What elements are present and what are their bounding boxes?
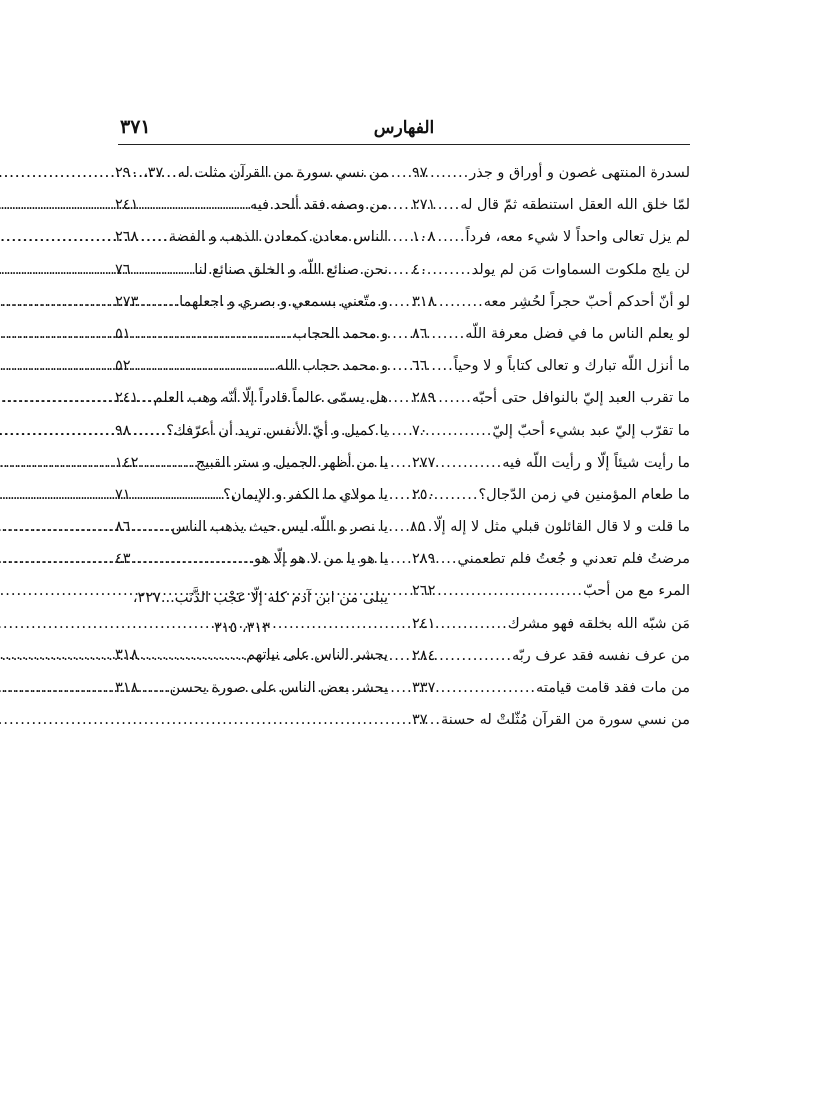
index-entry: [115, 680, 388, 712]
entry-page-ref: ٢٢٧،: [132, 590, 161, 607]
entry-page-ref: ٢٧١: [412, 197, 436, 214]
page-title: الفهارس: [373, 118, 435, 138]
leader-dots: [165, 165, 177, 181]
entry-text: الناس معادن كمعادن الذهب و الفضة: [168, 229, 388, 246]
entry-text: يبلى من ابن آدم كله إلّا عَجْب الذَّنَب: [174, 590, 388, 607]
leader-dots: [140, 680, 169, 696]
index-entry: [412, 648, 690, 680]
entry-text: لو يعلم الناس ما في فضل معرفة اللّه: [465, 325, 690, 342]
leader-dots: [430, 712, 441, 728]
index-entry: [115, 229, 388, 261]
leader-dots: [140, 294, 179, 310]
leader-dots: [437, 680, 536, 696]
index-entry: [412, 165, 690, 197]
header-divider: [118, 144, 690, 145]
index-entry: [412, 423, 690, 455]
entry-text: يا من أظهر الجميل و ستر القبيح: [195, 454, 388, 471]
entry-text: ما تقرّب إليّ عبد بشيء أحبّ إليّ: [492, 422, 690, 439]
entry-page-ref: ٨٦: [115, 519, 131, 536]
entry-page-ref: ٧٠: [412, 422, 428, 439]
entry-page-ref: ٢٧٧: [412, 454, 436, 471]
entry-text: من عرف نفسه فقد عرف ربّه: [512, 647, 690, 664]
leader-dots: [133, 519, 172, 535]
index-entry: [115, 262, 388, 294]
index-entry: [412, 294, 690, 326]
entry-page-ref: ٢٦٨: [115, 229, 139, 246]
index-entry: [412, 551, 690, 583]
index-entry: [412, 326, 690, 358]
entry-text: من وصفه فقد ألحد فيه: [249, 197, 388, 214]
entry-page-ref: ٣١٨: [412, 293, 436, 310]
leader-dots: [140, 647, 246, 663]
index-entry: [115, 519, 388, 551]
entry-page-ref: ٣١٨: [115, 647, 139, 664]
entry-text: ما رأيت شيئاً إلّا و رأيت اللّه فيه: [502, 454, 690, 471]
entry-page-continuation: ٣١٣، ٣١٥: [213, 620, 270, 637]
entry-text: ما تقرب العبد إليّ بالنوافل حتى أحبّه: [471, 390, 690, 407]
index-entry: [115, 197, 388, 229]
index-column-left: [115, 165, 388, 712]
leader-dots: [140, 197, 250, 213]
index-entry: [412, 197, 690, 229]
index-entry: [115, 358, 388, 390]
index-entry: [412, 262, 690, 294]
page-header: [118, 116, 690, 144]
entry-page-ref: ٥٢: [115, 358, 131, 375]
index-entry: [409, 519, 690, 551]
leader-dots: [437, 455, 502, 471]
entry-text: لمّا خلق الله العقل استنطقه ثمّ قال له: [460, 197, 690, 214]
entry-page-ref: ٨٦: [412, 325, 428, 342]
entry-text: من مات فقد قامت قيامته: [536, 680, 690, 696]
entry-page-ref: ١٠٨: [412, 229, 436, 246]
entry-page-ref: ٤٣: [115, 551, 131, 568]
leader-dots: [437, 648, 512, 664]
leader-dots: [430, 262, 472, 278]
index-entry: [115, 390, 388, 422]
leader-dots: [437, 583, 583, 599]
entry-page-ref: ٢٤١: [115, 197, 139, 214]
leader-dots: [140, 229, 168, 245]
leader-dots: [437, 197, 460, 213]
entry-page-ref: ٣٧: [412, 712, 428, 729]
entry-text: هل يسمّى عالماً قادراً إلّا أنّه وهب العلم: [153, 390, 388, 407]
entry-page-ref: ٧١: [115, 486, 131, 503]
index-entry: [115, 294, 388, 326]
index-column-right: [409, 165, 690, 744]
entry-text: يا نصر و اللّه ليس حيث يذهب الناس: [171, 519, 388, 536]
entry-text: يحشر بعض الناس على صورة يحسن: [169, 679, 388, 696]
entry-text: لم يزل تعالى واحداً لا شيء معه، فرداً: [465, 229, 690, 246]
entry-text: من نسي سورة من القرآن مثلت له: [177, 165, 388, 181]
entry-page-ref: ١٤٢: [115, 454, 139, 471]
leader-dots: [437, 390, 472, 406]
leader-dots: [133, 358, 277, 374]
index-entry: [115, 455, 388, 487]
entry-text: المرء مع من أحبّ: [583, 583, 690, 600]
index-entry: [412, 712, 690, 744]
index-entry: [412, 616, 690, 648]
leader-dots: [437, 616, 507, 632]
entry-text: مَن شبّه الله بخلقه فهو مشرك: [507, 615, 690, 632]
entry-text: و محمد الحجاب: [293, 325, 388, 342]
index-entry: [412, 487, 690, 519]
entry-text: من نسي سورة من القرآن مُثّلتْ له حسنة: [440, 712, 690, 729]
entry-text: يا مولاي ما الكفر و الإيمان؟: [223, 486, 388, 503]
entry-page-ref: ٣٧، ٢٩٠: [115, 165, 164, 181]
entry-page-ref: ٩٨: [115, 422, 131, 439]
entry-page-ref: ٢٥٠: [412, 486, 436, 503]
entry-page-ref: ٩٧: [412, 165, 428, 181]
leader-dots: [430, 358, 454, 374]
index-entry: [412, 680, 690, 712]
entry-page-ref: ٢٦٢: [412, 583, 436, 600]
leader-dots: [430, 165, 470, 181]
index-entry: [412, 229, 690, 261]
page-number: ٣٧١: [120, 116, 151, 138]
entry-page-ref: ٥١: [115, 325, 131, 342]
index-entry: [115, 583, 388, 643]
entry-page-ref: ٧٦: [115, 261, 131, 278]
index-entry: [412, 358, 690, 390]
entry-text: نحن صنائع اللّه و الخلق صنائع لنا: [194, 261, 388, 278]
leader-dots: [437, 229, 465, 245]
entry-text: مرضتُ فلم تعدني و جُعتُ فلم تطعمني: [457, 551, 690, 568]
index-entry: [115, 487, 388, 519]
entry-page-ref: ٢٧٣: [115, 293, 139, 310]
entry-text: ما أنزل اللّه تبارك و تعالى كتاباً و لا وحياً: [453, 358, 690, 375]
leader-dots: [133, 551, 254, 567]
entry-page-ref: ٨٥: [409, 519, 426, 536]
entry-text: ما طعام المؤمنين في زمن الدّجال؟: [478, 486, 690, 503]
index-entry: [115, 423, 388, 455]
entry-page-ref: ٢٤١: [115, 390, 139, 407]
leader-dots: [437, 294, 483, 310]
index-entry: [412, 390, 690, 422]
entry-page-ref: ٢٨٩: [412, 551, 436, 568]
leader-dots: [133, 487, 224, 503]
leader-dots: [437, 487, 478, 503]
index-entry: [412, 583, 690, 615]
index-entry: [115, 326, 388, 358]
entry-page-ref: ٣٣٧: [412, 680, 436, 696]
entry-text: يا كميل و أيّ الأنفس تريد أن أعرّفك؟: [166, 422, 388, 439]
entry-text: يحشر الناس على نياتهم: [246, 647, 388, 664]
entry-page-ref: ٣١٨: [115, 679, 139, 696]
leader-dots: [430, 423, 493, 439]
leader-dots: [133, 423, 167, 439]
leader-dots: [427, 519, 433, 535]
entry-text: ما قلت و لا قال القائلون قبلي مثل لا إله إلّا: [433, 519, 690, 536]
leader-dots: [430, 326, 466, 342]
entry-text: لو أنّ أحدكم أحبّ حجراً لحُشِر معه: [483, 293, 690, 310]
entry-text: و محمد حجاب الله: [276, 358, 388, 375]
entry-text: لسدرة المنتهى غصون و أوراق و جذر: [469, 165, 690, 181]
leader-dots: [140, 390, 153, 406]
entry-page-ref: ٦٦: [412, 358, 428, 375]
leader-dots: [140, 455, 195, 471]
entry-text: يا هو يا من لا هو إلّا هو: [254, 551, 388, 568]
leader-dots: ...: [160, 590, 175, 607]
index-entry: [115, 165, 388, 197]
entry-text: لن يلج ملكوت السماوات مَن لم يولد: [471, 261, 690, 278]
index-entry: [115, 647, 388, 679]
entry-page-ref: ٢٤١: [412, 615, 436, 632]
index-entry: [115, 551, 388, 583]
leader-dots: [133, 326, 294, 342]
index-entry: [412, 455, 690, 487]
leader-dots: [437, 551, 457, 567]
entry-page-ref: ٢٨٤: [412, 647, 436, 664]
leader-dots: [133, 262, 195, 278]
entry-page-ref: ٤٠: [412, 261, 428, 278]
entry-page-ref: ٢٨٩: [412, 390, 436, 407]
entry-line: [115, 583, 388, 613]
entry-text: و متّعني بسمعي و بصري و اجعلهما: [179, 293, 388, 310]
